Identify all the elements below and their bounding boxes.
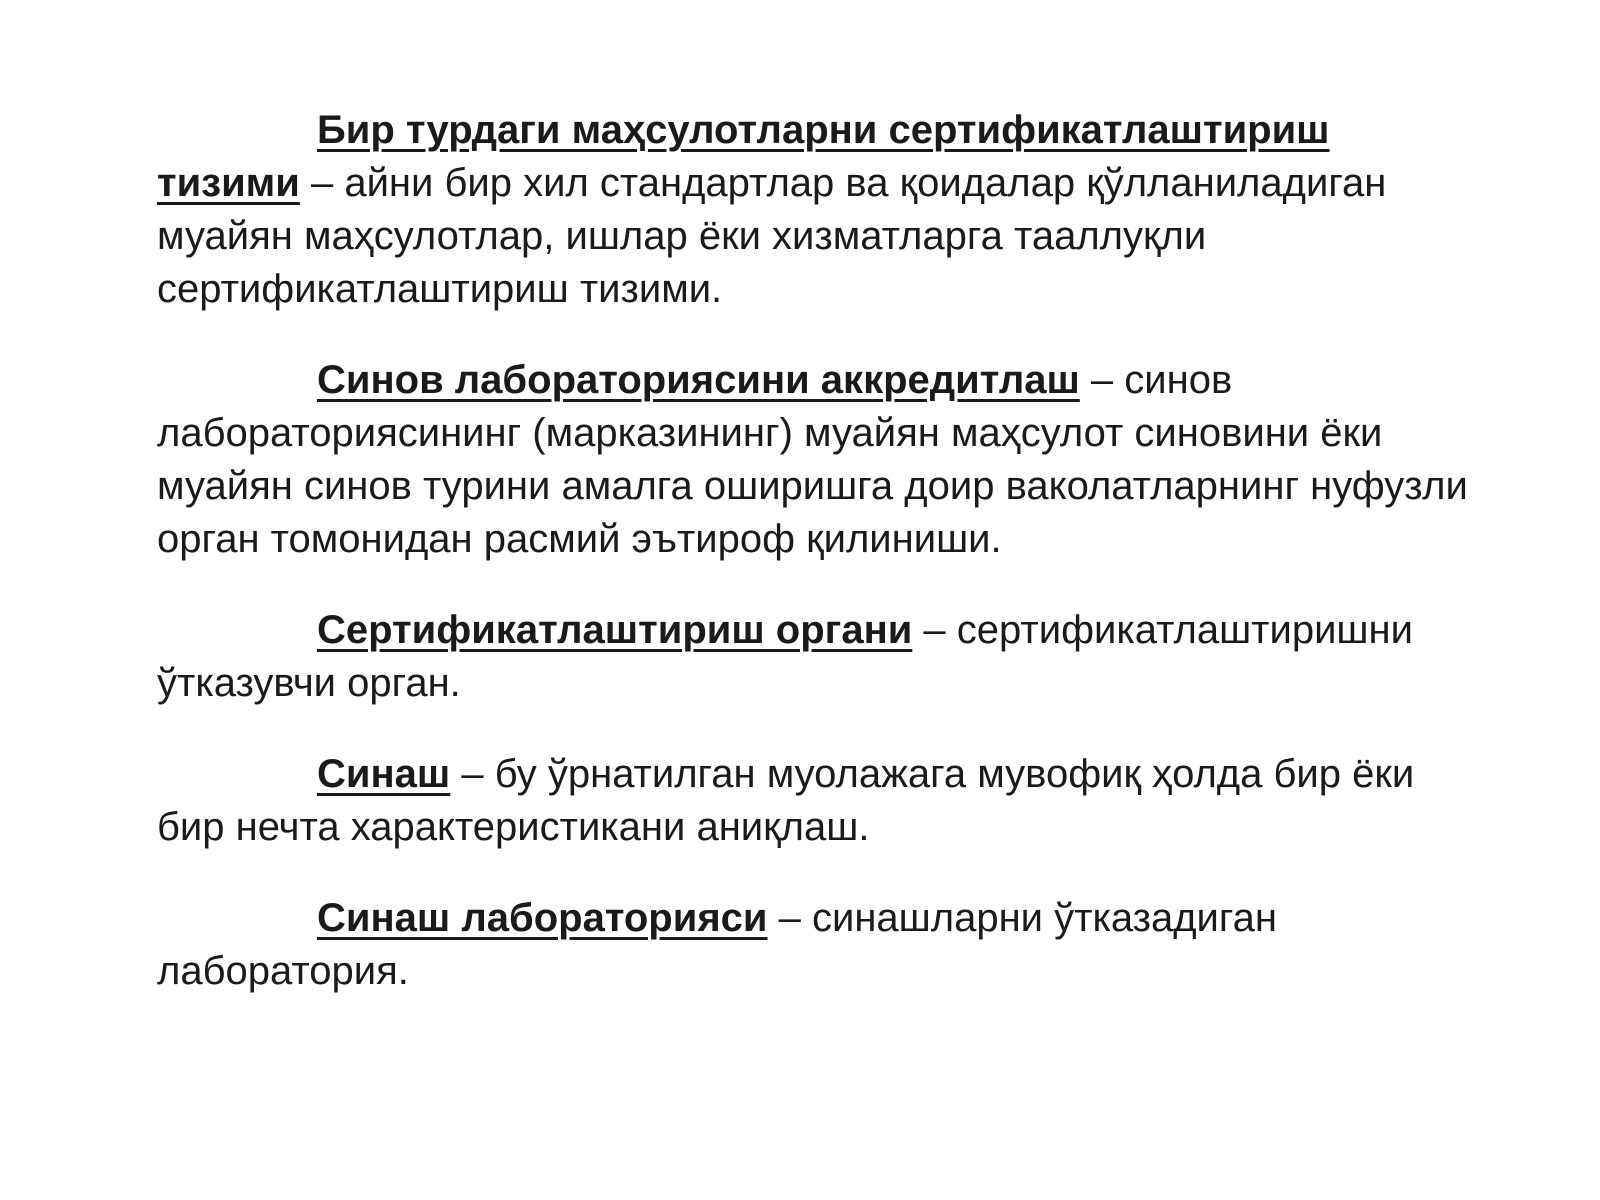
definition-term: Синов лабораториясини аккредитлаш	[317, 358, 1080, 402]
definition-term: Синаш	[317, 752, 451, 796]
definition-paragraph	[157, 604, 1477, 710]
definition-paragraph	[157, 104, 1477, 316]
definition-term: Сертификатлаштириш органи	[317, 608, 913, 652]
definition-text: – сертификатлаштиришни ўтказувчи орган.	[157, 608, 1413, 705]
definition-term: Синаш лабораторияси	[317, 896, 768, 940]
definition-term: Бир турдаги маҳсулотларни сертификатлаштириш тизими	[157, 108, 1330, 205]
definition-text: – синов лабораториясининг (марказининг) муайян маҳсулот синовини ёки муайян синов турини амалга оширишга доир ваколатларнинг нуфузли орган томонидан расмий эътироф қилиниши.	[157, 358, 1468, 561]
definition-paragraph	[157, 892, 1477, 998]
document-page	[157, 104, 1477, 998]
definition-text: – синашларни ўтказадиган лаборатория.	[157, 896, 1277, 993]
definition-paragraph	[157, 354, 1477, 566]
definition-text: – айни бир хил стандартлар ва қоидалар қўлланиладиган муайян маҳсулотлар, ишлар ёки хизматларга тааллуқли сертификатлаштириш тизими.	[157, 161, 1387, 311]
definition-paragraph	[157, 748, 1477, 854]
definition-text: – бу ўрнатилган муолажага мувофиқ ҳолда бир ёки бир нечта характеристикани аниқлаш.	[157, 752, 1415, 849]
